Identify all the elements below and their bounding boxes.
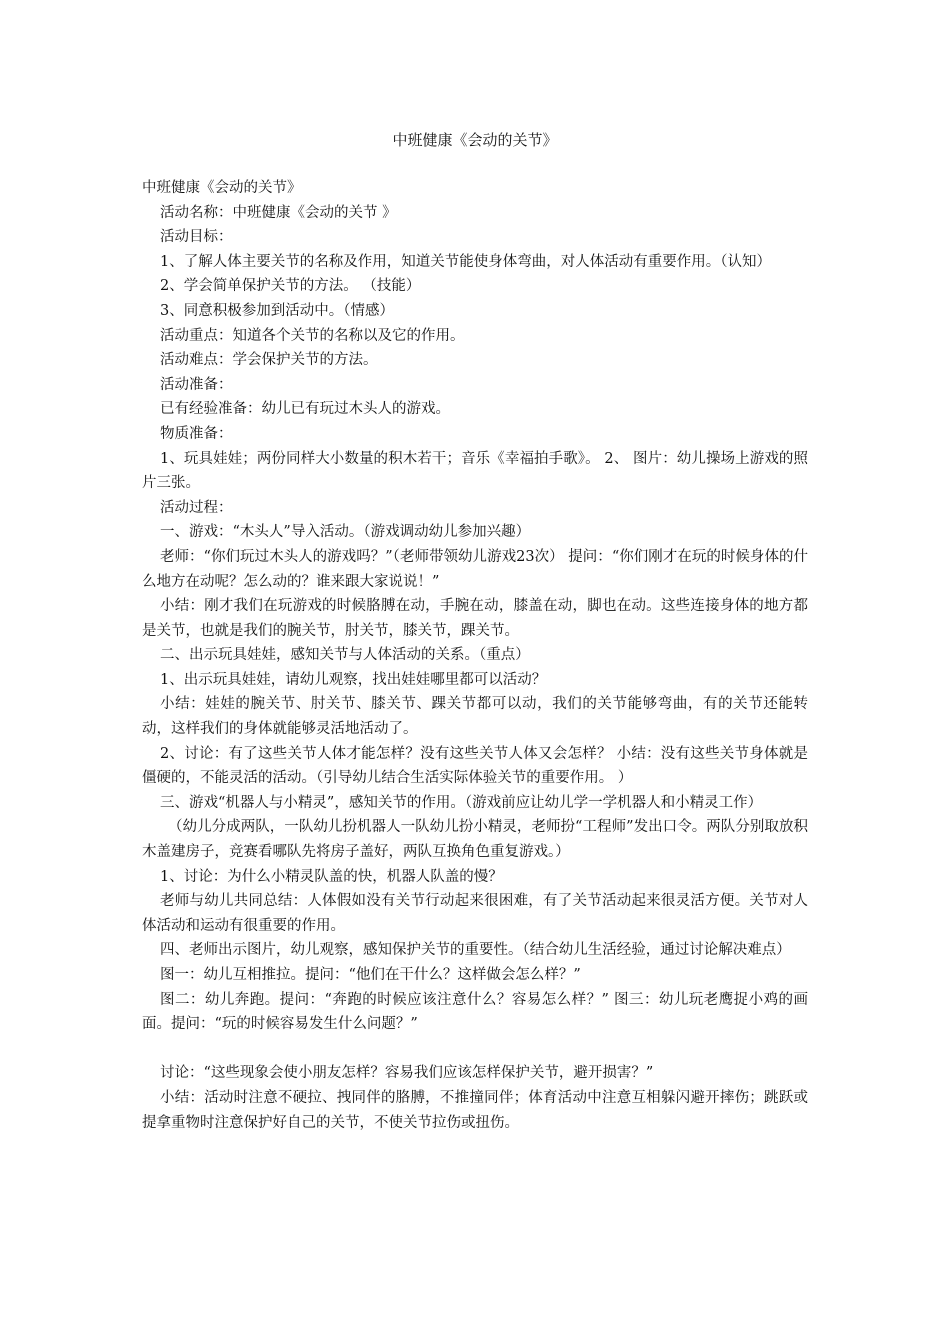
heading-line: 中班健康《会动的关节》 <box>142 180 302 196</box>
goal-1: 1、了解人体主要关节的名称及作用，知道关节能使身体弯曲，对人体活动有重要作用。（认知） <box>160 253 771 270</box>
document-title: 中班健康《会动的关节》 <box>392 131 558 149</box>
step-1-summary: 小结：刚才我们在玩游戏的时候胳膊在动，手腕在动，膝盖在动，脚也在动。这些连接身体的地方都是关节，也就是我们的腕关节，肘关节，膝关节，踝关节。 <box>142 598 808 639</box>
step-3-game: （幼儿分成两队，一队幼儿扮机器人一队幼儿扮小精灵，老师扮“工程师”发出口令。两队分别取放积木盖建房子，竞赛看哪队先将房子盖好，两队互换角色重复游戏。） <box>142 819 808 861</box>
difficult-point: 活动难点：学会保护关节的方法。 <box>160 352 378 369</box>
goal-3: 3、同意积极参加到活动中。（情感） <box>160 302 394 319</box>
material-prep-label: 物质准备： <box>160 425 233 442</box>
step-2-item-2: 2、讨论：有了这些关节人体才能怎样？没有这些关节人体又会怎样？ 小结：没有这些关节身体就是僵硬的，不能灵活的活动。（引导幼儿结合生活实际体验关节的重要作用。 ） <box>142 745 808 787</box>
step-2-title: 二、出示玩具娃娃，感知关节与人体活动的关系。（重点） <box>160 647 530 664</box>
activity-name: 活动名称：中班健康《会动的关节 》 <box>160 204 397 221</box>
step-2-item-1: 1、出示玩具娃娃，请幼儿观察，找出娃娃哪里都可以活动？ <box>160 671 547 688</box>
document-body <box>142 176 808 1135</box>
step-1-teacher: 老师：“你们玩过木头人的游戏吗？”（老师带领幼儿游戏23次） 提问：“你们刚才在玩的时候身体的什么地方在动呢？怎么动的？谁来跟大家说说！” <box>142 548 808 590</box>
preparation-label: 活动准备： <box>160 376 233 393</box>
key-point: 活动重点：知道各个关节的名称以及它的作用。 <box>160 327 465 344</box>
process-label: 活动过程： <box>160 499 233 516</box>
step-4-summary: 小结：活动时注意不硬拉、拽同伴的胳膊，不推撞同伴；体育活动中注意互相躲闪避开摔伤；跳跃或提拿重物时注意保护好自己的关节，不使关节拉伤或扭伤。 <box>142 1089 808 1131</box>
step-3-discussion: 1、讨论：为什么小精灵队盖的快，机器人队盖的慢？ <box>160 868 503 885</box>
material-prep: 1、玩具娃娃；两份同样大小数量的积木若干；音乐《幸福拍手歌》。 2、 图片：幼儿操场上游戏的照片三张。 <box>142 450 808 492</box>
step-1-title: 一、游戏：“木头人”导入活动。（游戏调动幼儿参加兴趣） <box>160 524 531 541</box>
step-3-title: 三、游戏“机器人与小精灵”，感知关节的作用。（游戏前应让幼儿学一学机器人和小精灵工作） <box>160 794 763 811</box>
picture-1: 图一：幼儿互相推拉。提问：“他们在干什么？这样做会怎么样？” <box>160 967 581 983</box>
goal-2: 2、学会简单保护关节的方法。 （技能） <box>160 278 421 295</box>
experience-prep: 已有经验准备：幼儿已有玩过木头人的游戏。 <box>160 401 450 418</box>
step-2-summary: 小结：娃娃的腕关节、肘关节、膝关节、踝关节都可以动，我们的关节能够弯曲，有的关节还能转动，这样我们的身体就能够灵活地活动了。 <box>142 696 808 738</box>
goals-label: 活动目标： <box>160 229 233 246</box>
step-4-title: 四、老师出示图片，幼儿观察，感知保护关节的重要性。（结合幼儿生活经验，通过讨论解决难点） <box>160 942 791 959</box>
step-3-summary: 老师与幼儿共同总结：人体假如没有关节行动起来很困难，有了关节活动起来很灵活方便。关节对人体活动和运动有很重要的作用。 <box>142 893 808 934</box>
step-4-discussion: 讨论：“这些现象会使小朋友怎样？容易我们应该怎样保护关节，避开损害？” <box>160 1065 654 1082</box>
picture-2-3: 图二：幼儿奔跑。提问：“奔跑的时候应该注意什么？容易怎么样？” 图三：幼儿玩老鹰捉小鸡的画面。提问：“玩的时候容易发生什么问题？” <box>142 991 808 1033</box>
